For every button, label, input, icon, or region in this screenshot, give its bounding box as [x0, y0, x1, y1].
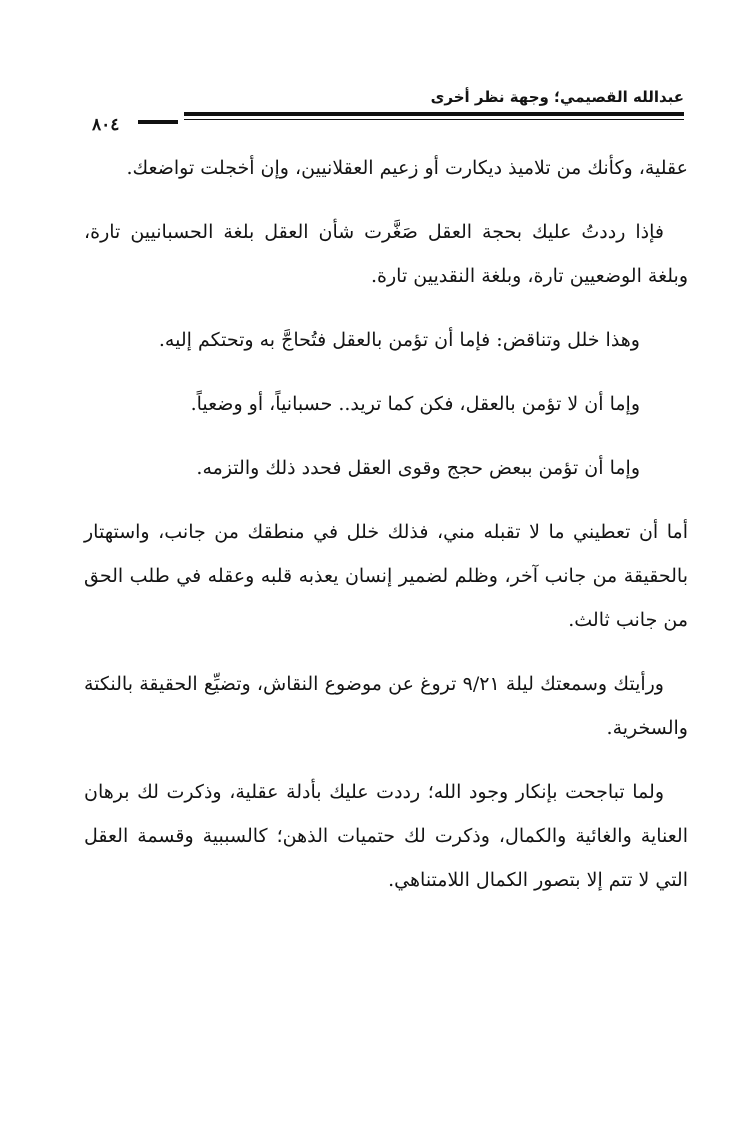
page-number: ٨٠٤ [92, 115, 120, 135]
paragraph: أما أن تعطيني ما لا تقبله مني، فذلك خلل في منطقك من جانب، واستهتار بالحقيقة من جانب آخر، وظلم لضمير إنسان يعذبه قلبه وعقله في طلب الحق من جانب ثالث. [84, 521, 688, 631]
paragraph: ورأيتك وسمعتك ليلة ٩/٢١ تروغ عن موضوع النقاش، وتضيِّع الحقيقة بالنكتة والسخرية. [84, 673, 688, 739]
running-header [84, 86, 684, 136]
page-number-dash [138, 120, 178, 124]
paragraph: وهذا خلل وتناقض: فإما أن تؤمن بالعقل فتُحاجَّ به وتحتكم إليه. [158, 329, 640, 351]
paragraph: وإما أن تؤمن ببعض حجج وقوى العقل فحدد ذلك والتزمه. [196, 457, 640, 479]
page-number-block [84, 112, 184, 134]
paragraph: فإذا رددتُ عليك بحجة العقل صَغَّرت شأن العقل بلغة الحسبانيين تارة، وبلغة الوضعيين تارة، وبلغة النقديين تارة. [84, 221, 688, 287]
running-head-title: عبدالله القصيمي؛ وجهة نظر أخرى [430, 88, 684, 106]
paragraph: ولما تباجحت بإنكار وجود الله؛ رددت عليك بأدلة عقلية، وذكرت لك برهان العناية والغائية والكمال، وذكرت لك حتميات الذهن؛ كالسببية وقسمة العقل التي لا تتم إلا بتصور الكمال اللامتناهي. [84, 781, 688, 891]
body-text [84, 146, 688, 922]
paragraph: وإما أن لا تؤمن بالعقل، فكن كما تريد.. حسبانياً، أو وضعياً. [190, 393, 640, 415]
paragraph: عقلية، وكأنك من تلاميذ ديكارت أو زعيم العقلانيين، وإن أخجلت تواضعك. [126, 157, 688, 179]
